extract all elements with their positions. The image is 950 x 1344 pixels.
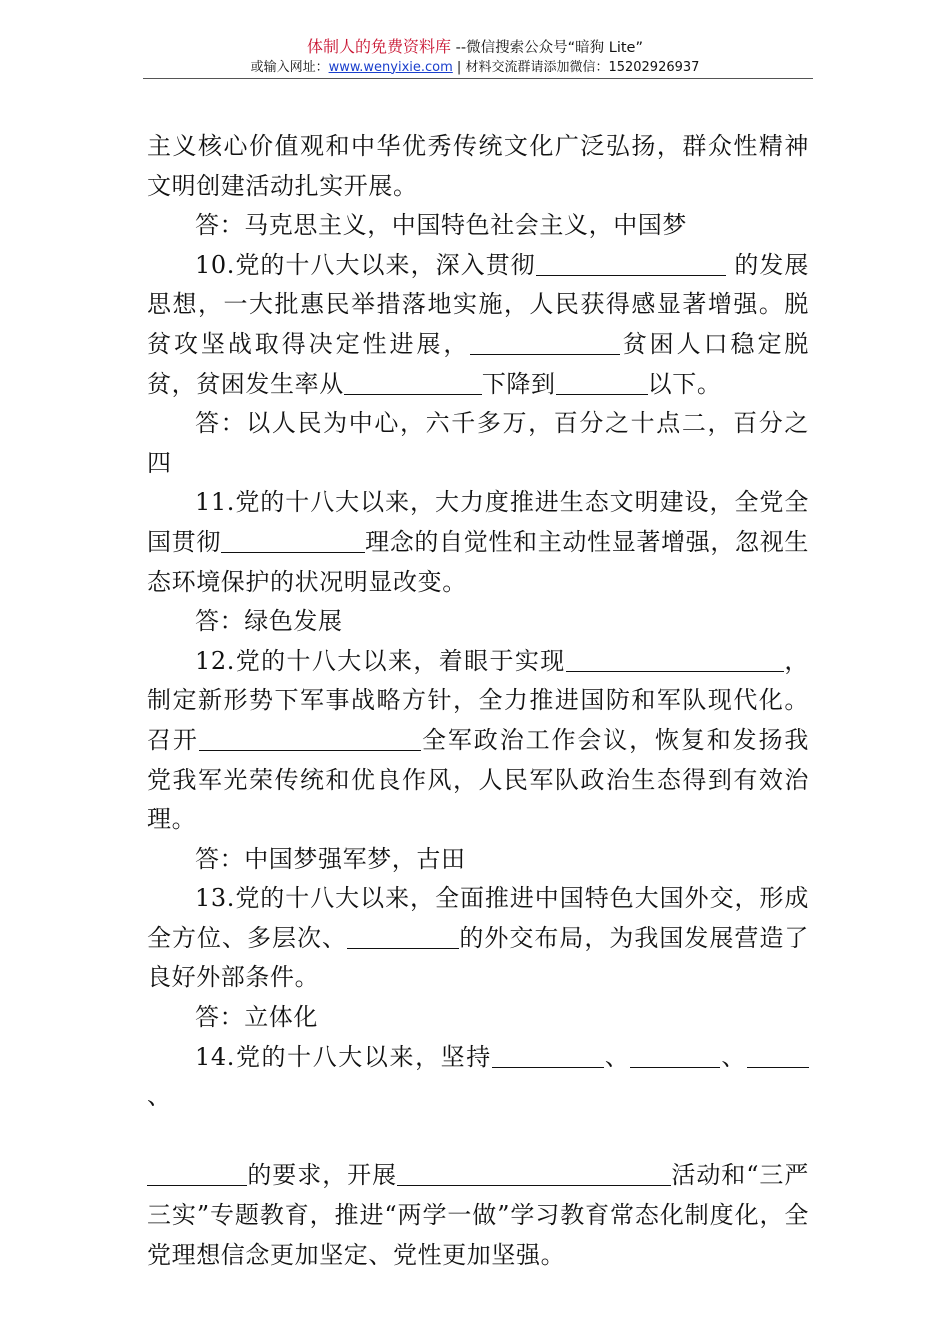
question-10: [147, 246, 809, 404]
fill-blank: [492, 1043, 604, 1068]
question-11: [147, 483, 809, 602]
question-text: 、: [603, 1042, 631, 1071]
header-divider: [143, 78, 813, 79]
question-text: 理念的自觉性和主动性显著增强，忽视生态环境保护的状况明显改变。: [147, 527, 809, 596]
page-header: [0, 36, 950, 76]
question-12: [147, 642, 809, 840]
question-text: 11.党的十八大以来，大力度推进生态文明建设，全党全国贯彻: [147, 488, 809, 556]
url-prefix: 或输入网址：: [250, 59, 329, 75]
fill-blank: [199, 726, 421, 751]
question-13: [147, 879, 809, 998]
header-brand: 体制人的免费资料库: [307, 37, 452, 56]
question-text: 活动和“三严三实”专题教育，推进“两学一做”学习教育常态化制度化，全党理想信念更加坚定、党性更加坚强。: [147, 1161, 809, 1269]
question-text: 下降到: [481, 369, 556, 398]
fill-blank: [347, 924, 459, 949]
question-text: 10.党的十八大以来，深入贯彻: [195, 250, 536, 279]
header-tagline: --微信搜索公众号“暗狗 Lite”: [451, 40, 643, 56]
website-link[interactable]: www.wenyixie.com: [328, 59, 453, 75]
document-body: [147, 127, 809, 1275]
header-contact-row: [0, 59, 950, 77]
fill-blank: [566, 647, 784, 672]
answer-9: 答：马克思主义，中国特色社会主义，中国梦: [195, 211, 687, 240]
question-text: 、: [720, 1042, 747, 1071]
fill-blank: [221, 528, 365, 553]
paragraph-continued: 主义核心价值观和中华优秀传统文化广泛弘扬，群众性精神文明创建活动扎实开展。: [147, 132, 809, 200]
question-text: 12.党的十八大以来，着眼于实现: [195, 646, 566, 675]
answer-13: 答：立体化: [195, 1003, 318, 1032]
answer-10: 答：以人民为中心，六千多万，百分之十点二，百分之四: [147, 409, 809, 477]
header-title-row: [0, 36, 950, 59]
question-text: 全军政治工作会议，恢复和发扬我党我军光荣传统和优良作风，人民军队政治生态得到有效治理。: [147, 725, 809, 834]
question-text: 、: [147, 1082, 172, 1111]
question-text: 贫困人口稳定脱贫，贫困发生率从: [147, 329, 810, 398]
question-text: 的外交布局，为我国发展营造了良好外部条件。: [147, 923, 809, 992]
question-text: 的要求，开展: [247, 1161, 398, 1190]
fill-blank: [556, 370, 648, 395]
fill-blank: [344, 370, 482, 395]
spacer: [147, 1117, 809, 1157]
answer-12: 答：中国梦强军梦，古田: [195, 844, 466, 873]
answer-11: 答：绿色发展: [195, 607, 343, 636]
fill-blank: [747, 1043, 809, 1068]
fill-blank: [630, 1043, 720, 1068]
question-text: 14.党的十八大以来，坚持: [195, 1042, 492, 1071]
fill-blank: [147, 1161, 247, 1186]
question-text: 13.党的十八大以来，全面推进中国特色大国外交，形成全方位、多层次、: [147, 884, 809, 952]
contact-info: | 材料交流群请添加微信：15202926937: [452, 59, 700, 75]
question-text: 的发展思想，一大批惠民举措落地实施，人民获得感显著增强。脱贫攻坚战取得决定性进展，: [147, 250, 810, 358]
question-14: [147, 1038, 809, 1117]
question-text: ，制定新形势下军事战略方针，全力推进国防和军队现代化。召开: [147, 646, 809, 754]
question-14-continued: [147, 1156, 809, 1275]
fill-blank: [397, 1161, 671, 1186]
fill-blank: [536, 251, 726, 276]
fill-blank: [470, 330, 620, 355]
question-text: 以下。: [647, 369, 722, 398]
